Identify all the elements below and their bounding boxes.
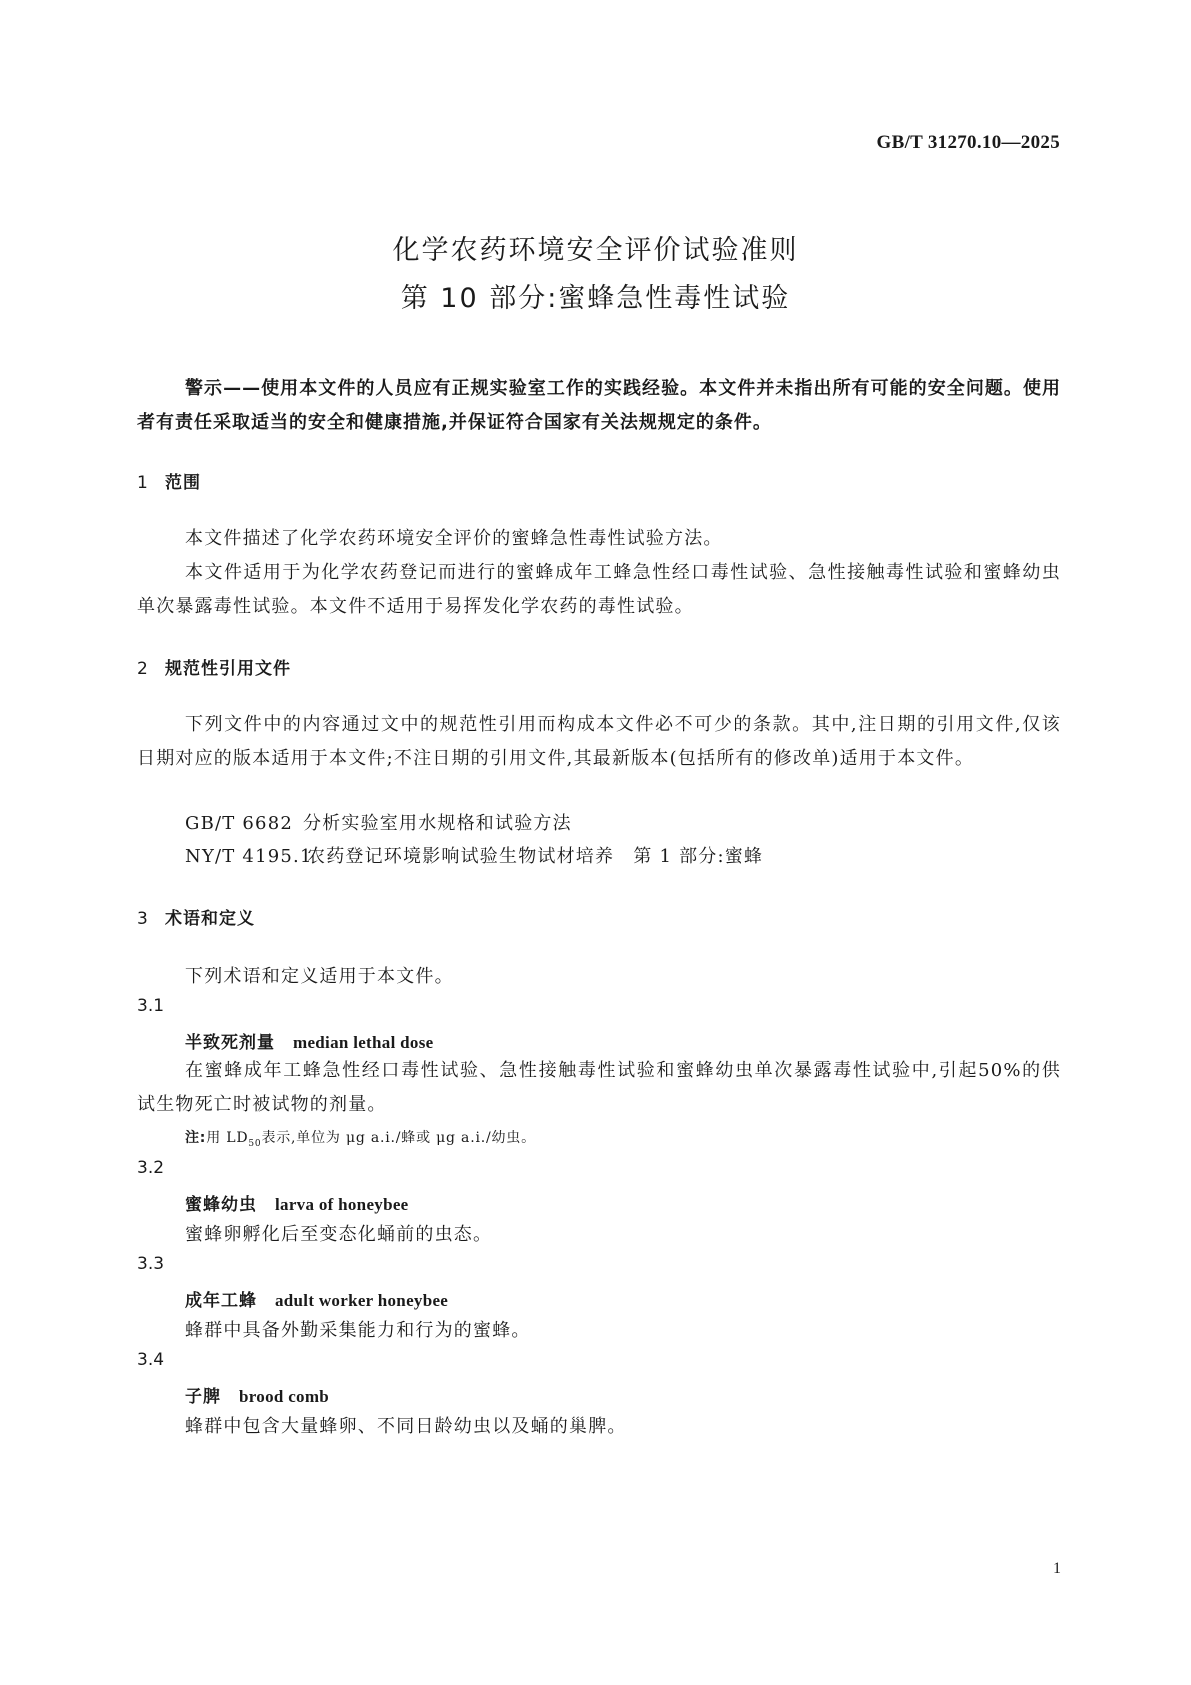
section-number: 3 (137, 909, 149, 929)
term-definition: 蜜蜂卵孵化后至变态化蛹前的虫态。 (185, 1224, 493, 1245)
section-title: 规范性引用文件 (165, 659, 291, 679)
reference-item (185, 809, 572, 835)
term-zh: 成年工蜂 (185, 1291, 257, 1311)
term-en: median lethal dose (293, 1033, 434, 1052)
term-heading (185, 1190, 409, 1215)
term-heading (185, 1286, 448, 1311)
term-number: 3.4 (137, 1350, 165, 1370)
note-text: 用 LD (206, 1130, 249, 1146)
terms-intro: 下列术语和定义适用于本文件。 (185, 966, 454, 987)
warning-paragraph: 警示——使用本文件的人员应有正规实验室工作的实践经验。本文件并未指出所有可能的安全问题。使用者有责任采取适当的安全和健康措施,并保证符合国家有关法规规定的条件。 (137, 378, 1061, 433)
term-definition: 蜂群中具备外勤采集能力和行为的蜜蜂。 (185, 1320, 531, 1341)
term-definition: 在蜜蜂成年工蜂急性经口毒性试验、急性接触毒性试验和蜜蜂幼虫单次暴露毒性试验中,引起50%的供试生物死亡时被试物的剂量。 (137, 1060, 1061, 1115)
reference-title: 分析实验室用水规格和试验方法 (303, 813, 572, 834)
term-heading (185, 1028, 433, 1053)
section-title: 术语和定义 (165, 909, 255, 929)
section-3-heading (137, 904, 255, 929)
section-1-heading (137, 468, 201, 493)
term-number: 3.3 (137, 1254, 165, 1274)
term-en: brood comb (239, 1387, 330, 1406)
term-en: larva of honeybee (275, 1195, 409, 1214)
reference-code: NY/T 4195.1 (185, 846, 313, 867)
term-note (185, 1127, 536, 1149)
term-zh: 子脾 (185, 1387, 221, 1407)
note-label: 注: (185, 1130, 207, 1146)
reference-title: 农药登记环境影响试验生物试材培养 第 1 部分:蜜蜂 (307, 846, 764, 867)
section-number: 1 (137, 473, 149, 493)
term-number: 3.2 (137, 1158, 165, 1178)
section-title: 范围 (165, 473, 201, 493)
term-definition: 蜂群中包含大量蜂卵、不同日龄幼虫以及蛹的巢脾。 (185, 1416, 627, 1437)
scope-paragraph-1: 本文件描述了化学农药环境安全评价的蜜蜂急性毒性试验方法。 (185, 528, 723, 549)
term-heading (185, 1382, 329, 1407)
document-title-line1: 化学农药环境安全评价试验准则 (392, 235, 799, 266)
references-intro: 下列文件中的内容通过文中的规范性引用而构成本文件必不可少的条款。其中,注日期的引用文件,仅该日期对应的版本适用于本文件;不注日期的引用文件,其最新版本(包括所有的修改单)适用于本文件。 (137, 714, 1061, 769)
scope-paragraph-2: 本文件适用于为化学农药登记而进行的蜜蜂成年工蜂急性经口毒性试验、急性接触毒性试验和蜜蜂幼虫单次暴露毒性试验。本文件不适用于易挥发化学农药的毒性试验。 (137, 562, 1061, 617)
reference-item (185, 842, 763, 868)
reference-code: GB/T 6682 (185, 813, 294, 834)
standard-number: GB/T 31270.10—2025 (876, 132, 1060, 153)
document-title-line2: 第 10 部分:蜜蜂急性毒性试验 (400, 283, 791, 314)
section-number: 2 (137, 659, 149, 679)
term-number: 3.1 (137, 996, 165, 1016)
term-zh: 半致死剂量 (185, 1033, 275, 1053)
term-zh: 蜜蜂幼虫 (185, 1195, 257, 1215)
note-text: 表示,单位为 μg a.i./蜂或 μg a.i./幼虫。 (261, 1130, 536, 1146)
note-subscript: 50 (248, 1138, 262, 1149)
term-en: adult worker honeybee (275, 1291, 449, 1310)
section-2-heading (137, 654, 291, 679)
page-number: 1 (1053, 1560, 1061, 1577)
